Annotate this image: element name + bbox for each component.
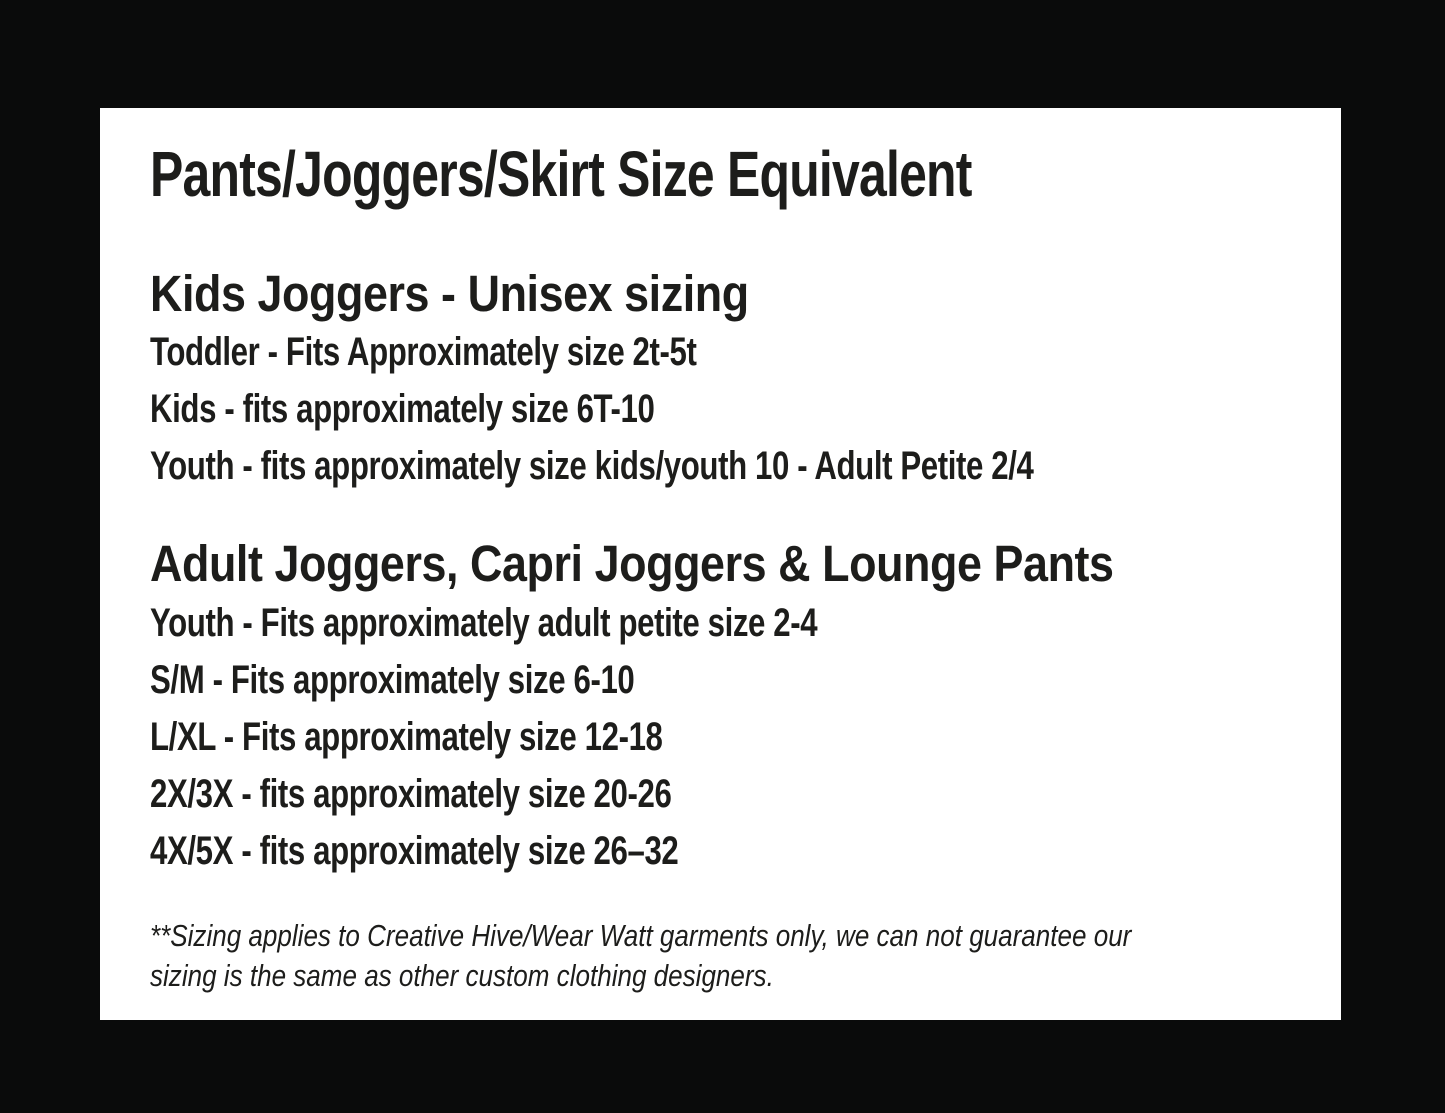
size-line-youth-kids: Youth - fits approximately size kids/youth 10 - Adult Petite 2/4 <box>150 444 1034 488</box>
size-line-2x3x: 2X/3X - fits approximately size 20-26 <box>150 772 672 816</box>
adult-joggers-size-list <box>150 595 817 880</box>
size-line-lxl: L/XL - Fits approximately size 12-18 <box>150 715 663 759</box>
page-title: Pants/Joggers/Skirt Size Equivalent <box>150 138 972 210</box>
size-line-sm: S/M - Fits approximately size 6-10 <box>150 658 635 702</box>
size-line-toddler: Toddler - Fits Approximately size 2t-5t <box>150 330 697 374</box>
adult-joggers-section-heading: Adult Joggers, Capri Joggers & Lounge Pants <box>150 535 1114 592</box>
size-line-kids: Kids - fits approximately size 6T-10 <box>150 387 655 431</box>
sizing-disclaimer: **Sizing applies to Creative Hive/Wear Watt garments only, we can not guarantee our sizing is the same as other custom clothing designers. <box>150 918 1132 993</box>
size-line-4x5x: 4X/5X - fits approximately size 26–32 <box>150 829 679 873</box>
size-line-youth-adult: Youth - Fits approximately adult petite size 2-4 <box>150 601 818 645</box>
kids-joggers-section-heading: Kids Joggers - Unisex sizing <box>150 265 749 322</box>
kids-joggers-size-list <box>150 324 1033 495</box>
size-chart-card <box>100 108 1341 1020</box>
